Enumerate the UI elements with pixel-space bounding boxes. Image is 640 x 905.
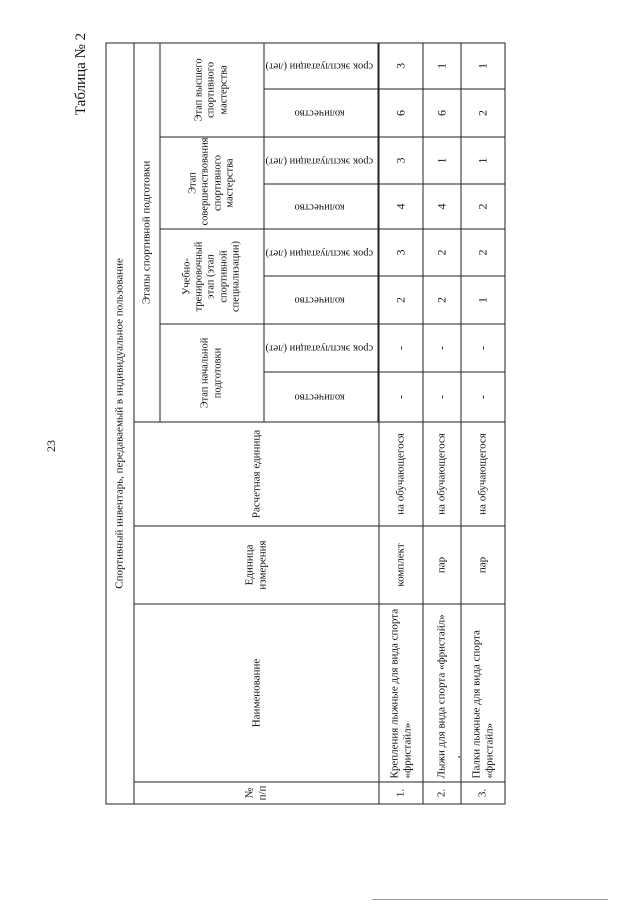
col-num-header: № п/п (134, 782, 379, 804)
row-stage-4-term: 1 (423, 42, 461, 88)
row-stage-3-term: 3 (379, 137, 423, 184)
row-calc-unit: на обучающегося (423, 422, 461, 526)
row-stage-2-term: 3 (379, 229, 423, 276)
scan-dot (458, 756, 460, 758)
row-stage-3-qty: 2 (461, 184, 505, 229)
row-stage-2-term: 2 (423, 229, 461, 276)
row-stage-3-qty: 4 (379, 184, 423, 229)
table-row (379, 42, 423, 803)
table-row (423, 42, 461, 803)
row-stage-3-term: 1 (423, 137, 461, 184)
stage-4-term-header (264, 42, 378, 88)
stage-3-term-header (264, 137, 378, 184)
row-stage-4-qty: 6 (423, 89, 461, 137)
row-stage-2-qty: 1 (461, 276, 505, 324)
row-stage-2-term: 2 (461, 229, 505, 276)
table-label: Таблица № 2 (73, 32, 89, 116)
stage-1-header: Этап начальной подготовки (160, 324, 264, 422)
col-name-header: Наименование (134, 604, 379, 782)
term-label: срок эксплуатации (лет) (265, 342, 373, 354)
row-stage-3-term: 1 (461, 137, 505, 184)
title-row (106, 42, 134, 803)
row-calc-unit: на обучающегося (461, 422, 505, 526)
row-stage-2-qty: 2 (379, 276, 423, 324)
rotated-table-container (105, 43, 495, 804)
stage-3-header: Этап совершенствования спортивного мастерства (160, 137, 264, 229)
row-stage-1-qty: - (379, 372, 423, 422)
row-calc-unit: на обучающегося (379, 422, 423, 526)
inventory-table (105, 42, 505, 804)
row-stage-1-term: - (379, 324, 423, 372)
qty-label: количество (293, 200, 344, 212)
row-unit: пар (423, 526, 461, 604)
scan-edge-line (372, 899, 608, 900)
stage-2-qty-header (264, 276, 378, 324)
row-stage-1-term: - (423, 324, 461, 372)
header-row-1 (134, 42, 160, 803)
row-stage-4-term: 1 (461, 42, 505, 88)
table-title (106, 42, 134, 803)
stage-1-term-header (264, 324, 378, 372)
row-num: 3. (461, 782, 505, 804)
stage-2-header: Учебно-тренировочный этап (этап спортивной специализации) (160, 229, 264, 324)
row-name: Крепления лыжные для вида спорта «фристайл» (379, 604, 423, 782)
row-stage-4-term: 3 (379, 42, 423, 88)
row-stage-4-qty: 6 (379, 89, 423, 137)
stage-4-header: Этап высшего спортивного мастерства (160, 42, 264, 136)
qty-label: количество (293, 107, 344, 119)
row-num: 1. (379, 782, 423, 804)
row-stage-4-qty: 2 (461, 89, 505, 137)
stage-4-qty-header (264, 89, 378, 137)
row-unit: комплект (379, 526, 423, 604)
qty-label: количество (293, 294, 344, 306)
row-stage-1-qty: - (423, 372, 461, 422)
row-name: Лыжи для вида спорта «фристайл» (423, 604, 461, 782)
table-row (461, 42, 505, 803)
term-label: срок эксплуатации (лет) (265, 60, 373, 72)
row-unit: пар (461, 526, 505, 604)
col-unit-header: Единица измерения (134, 526, 379, 604)
stages-header: Этапы спортивной подготовки (134, 42, 160, 421)
row-num: 2. (423, 782, 461, 804)
col-calc-unit-header: Расчетная единица (134, 422, 379, 526)
stage-3-qty-header (264, 184, 378, 229)
row-stage-1-term: - (461, 324, 505, 372)
stage-1-qty-header (264, 372, 378, 422)
term-label: срок эксплуатации (лет) (265, 154, 373, 166)
qty-label: количество (293, 391, 344, 403)
stage-2-term-header (264, 229, 378, 276)
table-title-text: Спортивный инвентарь, передаваемый в индивидуальное пользование (113, 257, 126, 589)
row-stage-3-qty: 4 (423, 184, 461, 229)
row-name: Палки лыжные для вида спорта «фристайл» (461, 604, 505, 782)
term-label: срок эксплуатации (лет) (265, 246, 373, 258)
row-stage-1-qty: - (461, 372, 505, 422)
row-stage-2-qty: 2 (423, 276, 461, 324)
page-number: 23 (44, 440, 58, 452)
